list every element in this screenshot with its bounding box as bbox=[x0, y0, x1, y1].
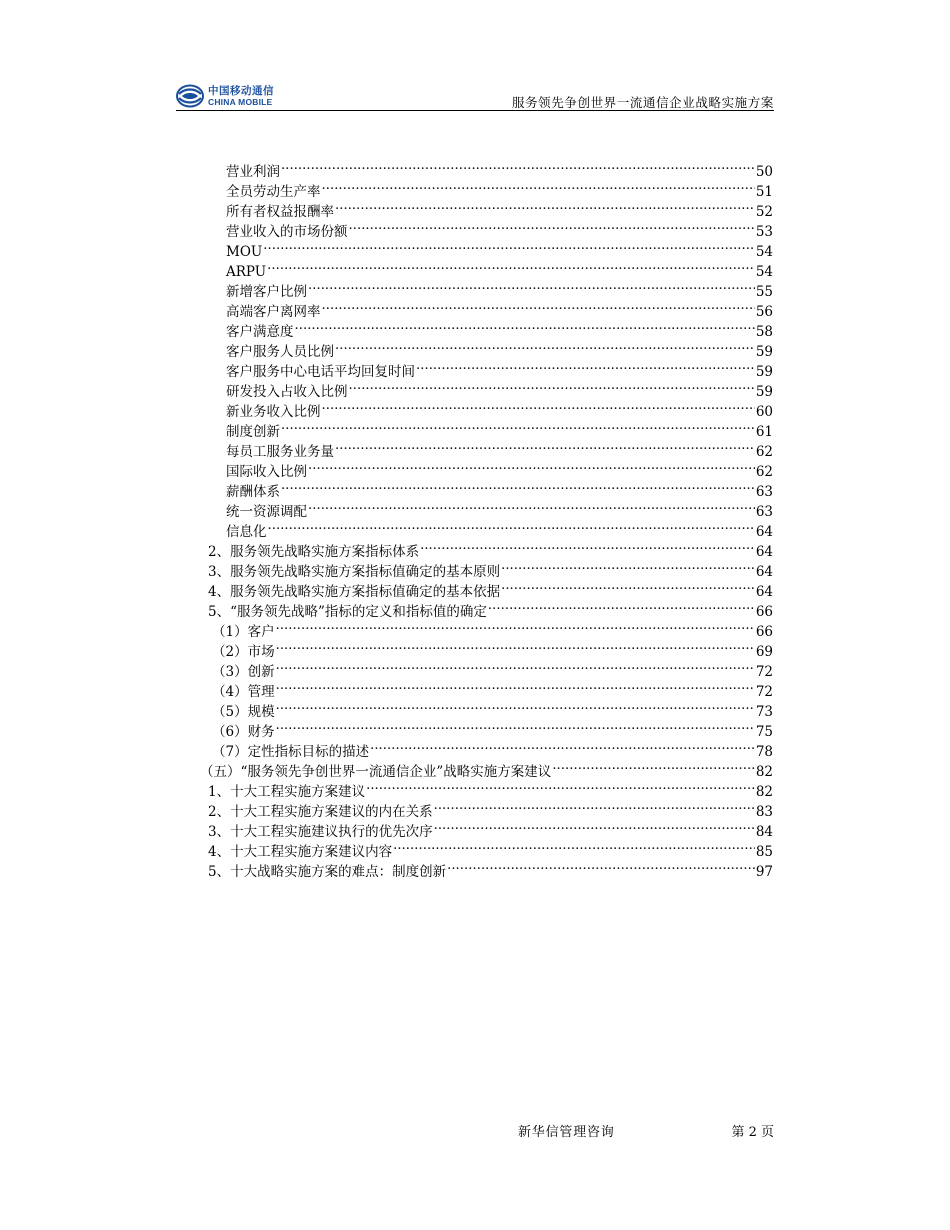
toc-entry-title: （2）市场 bbox=[212, 644, 275, 660]
toc-entry-title: （4）管理 bbox=[212, 684, 275, 700]
toc-entry-page: 78 bbox=[755, 744, 773, 760]
toc-entry-page: 83 bbox=[755, 804, 773, 820]
toc-entry[interactable] bbox=[0, 856, 773, 880]
toc-entry[interactable] bbox=[0, 196, 773, 220]
toc-entry-page: 64 bbox=[755, 524, 773, 540]
toc-entry[interactable] bbox=[0, 236, 773, 260]
toc-dot-leader bbox=[276, 676, 755, 696]
toc-entry-page: 61 bbox=[755, 424, 773, 440]
toc-entry-title: 5、十大战略实施方案的难点：制度创新 bbox=[208, 864, 447, 880]
toc-entry-title: 新增客户比例 bbox=[226, 284, 307, 300]
toc-entry-page: 59 bbox=[755, 364, 773, 380]
toc-entry[interactable] bbox=[0, 396, 773, 420]
toc-entry-title: 3、十大工程实施建议执行的优先次序 bbox=[208, 824, 433, 840]
toc-entry-title: 3、服务领先战略实施方案指标值确定的基本原则 bbox=[208, 564, 501, 580]
toc-entry[interactable] bbox=[0, 376, 773, 400]
toc-entry-page: 66 bbox=[755, 624, 773, 640]
toc-entry[interactable] bbox=[0, 696, 773, 720]
toc-entry-page: 63 bbox=[755, 504, 773, 520]
toc-entry-title: 营业利润 bbox=[226, 164, 280, 180]
toc-dot-leader bbox=[281, 476, 755, 496]
toc-entry[interactable] bbox=[0, 536, 773, 560]
toc-entry-page: 58 bbox=[755, 324, 773, 340]
toc-entry[interactable] bbox=[0, 416, 773, 440]
toc-entry-page: 85 bbox=[755, 844, 773, 860]
toc-entry-page: 59 bbox=[755, 384, 773, 400]
toc-dot-leader bbox=[335, 436, 755, 456]
toc-dot-leader bbox=[281, 416, 755, 436]
toc-entry-page: 51 bbox=[755, 184, 773, 200]
china-mobile-logo-icon bbox=[176, 84, 204, 108]
toc-entry[interactable] bbox=[0, 556, 773, 580]
toc-entry-title: 2、十大工程实施方案建议的内在关系 bbox=[208, 804, 433, 820]
toc-dot-leader bbox=[276, 716, 755, 736]
toc-entry-page: 73 bbox=[755, 704, 773, 720]
page-number: 第 2 页 bbox=[731, 1125, 774, 1140]
toc-entry-page: 64 bbox=[755, 584, 773, 600]
toc-entry[interactable] bbox=[0, 736, 773, 760]
toc-entry-title: （3）创新 bbox=[212, 664, 275, 680]
toc-entry-page: 62 bbox=[755, 444, 773, 460]
toc-dot-leader bbox=[420, 536, 755, 556]
toc-entry-title: 研发投入占收入比例 bbox=[226, 384, 348, 400]
toc-dot-leader bbox=[308, 496, 755, 516]
toc-dot-leader bbox=[349, 216, 755, 236]
toc-entry-page: 64 bbox=[755, 544, 773, 560]
toc-dot-leader bbox=[501, 576, 755, 596]
toc-dot-leader bbox=[322, 176, 755, 196]
toc-entry-title: 制度创新 bbox=[226, 424, 280, 440]
toc-entry-title: （五）“服务领先争创世界一流通信企业”战略实施方案建议 bbox=[200, 764, 552, 780]
toc-dot-leader bbox=[276, 656, 755, 676]
toc-entry-title: 5、“服务领先战略”指标的定义和指标值的确定 bbox=[208, 604, 487, 620]
toc-dot-leader bbox=[393, 836, 755, 856]
china-mobile-logo bbox=[176, 83, 274, 109]
toc-dot-leader bbox=[276, 636, 755, 656]
toc-entry[interactable] bbox=[0, 816, 773, 840]
toc-entry-page: 97 bbox=[755, 864, 773, 880]
toc-entry-page: 54 bbox=[755, 264, 773, 280]
toc-dot-leader bbox=[552, 756, 755, 776]
toc-entry-page: 72 bbox=[755, 684, 773, 700]
toc-entry[interactable] bbox=[0, 596, 773, 620]
toc-dot-leader bbox=[308, 276, 755, 296]
toc-entry-title: 新业务收入比例 bbox=[226, 404, 321, 420]
toc-entry-page: 69 bbox=[755, 644, 773, 660]
toc-dot-leader bbox=[276, 616, 755, 636]
toc-entry-page: 84 bbox=[755, 824, 773, 840]
toc-entry-page: 56 bbox=[755, 304, 773, 320]
toc-entry-page: 63 bbox=[755, 484, 773, 500]
page-header bbox=[176, 80, 774, 110]
toc-entry[interactable] bbox=[0, 176, 773, 200]
toc-entry-title: 2、服务领先战略实施方案指标体系 bbox=[208, 544, 420, 560]
toc-entry[interactable] bbox=[0, 836, 773, 860]
toc-entry-title: 统一资源调配 bbox=[226, 504, 307, 520]
toc-entry[interactable] bbox=[0, 716, 773, 740]
toc-dot-leader bbox=[295, 316, 755, 336]
toc-entry[interactable] bbox=[0, 296, 773, 320]
toc-entry-title: （6）财务 bbox=[212, 724, 275, 740]
toc-entry-title: 客户满意度 bbox=[226, 324, 294, 340]
toc-entry-page: 59 bbox=[755, 344, 773, 360]
toc-entry[interactable] bbox=[0, 796, 773, 820]
toc-entry[interactable] bbox=[0, 456, 773, 480]
toc-entry-page: 82 bbox=[755, 784, 773, 800]
toc-dot-leader bbox=[366, 776, 755, 796]
toc-entry-title: ARPU bbox=[226, 264, 267, 280]
toc-dot-leader bbox=[268, 516, 755, 536]
toc-entry-title: 客户服务中心电话平均回复时间 bbox=[226, 364, 415, 380]
toc-entry-title: 全员劳动生产率 bbox=[226, 184, 321, 200]
toc-entry-page: 50 bbox=[755, 164, 773, 180]
toc-entry-title: 每员工服务业务量 bbox=[226, 444, 334, 460]
toc-dot-leader bbox=[370, 736, 755, 756]
table-of-contents bbox=[0, 156, 950, 880]
footer-organization: 新华信管理咨询 bbox=[518, 1125, 615, 1140]
toc-dot-leader bbox=[501, 556, 755, 576]
toc-entry[interactable] bbox=[0, 336, 773, 360]
toc-dot-leader bbox=[281, 156, 755, 176]
toc-dot-leader bbox=[434, 816, 755, 836]
toc-entry[interactable] bbox=[0, 516, 773, 540]
toc-entry[interactable] bbox=[0, 216, 773, 240]
toc-entry-title: 高端客户离网率 bbox=[226, 304, 321, 320]
toc-dot-leader bbox=[447, 856, 755, 876]
toc-entry-page: 82 bbox=[755, 764, 773, 780]
logo-chinese-name: 中国移动通信 bbox=[208, 85, 274, 97]
toc-entry-title: 客户服务人员比例 bbox=[226, 344, 334, 360]
toc-entry[interactable] bbox=[0, 356, 773, 380]
toc-dot-leader bbox=[276, 696, 755, 716]
toc-dot-leader bbox=[434, 796, 755, 816]
toc-dot-leader bbox=[322, 296, 755, 316]
toc-entry-page: 55 bbox=[755, 284, 773, 300]
toc-dot-leader bbox=[267, 256, 755, 276]
toc-entry-title: 所有者权益报酬率 bbox=[226, 204, 334, 220]
toc-entry-page: 64 bbox=[755, 564, 773, 580]
toc-entry-title: 1、十大工程实施方案建议 bbox=[208, 784, 366, 800]
toc-dot-leader bbox=[488, 596, 755, 616]
toc-dot-leader bbox=[335, 336, 755, 356]
header-divider bbox=[176, 110, 774, 111]
toc-entry-title: 营业收入的市场份额 bbox=[226, 224, 348, 240]
toc-entry[interactable] bbox=[0, 676, 773, 700]
toc-entry-page: 60 bbox=[755, 404, 773, 420]
toc-entry[interactable] bbox=[0, 156, 773, 180]
toc-entry-page: 62 bbox=[755, 464, 773, 480]
toc-dot-leader bbox=[322, 396, 755, 416]
toc-entry-page: 52 bbox=[755, 204, 773, 220]
toc-entry-title: （1）客户 bbox=[212, 624, 275, 640]
toc-entry[interactable] bbox=[0, 756, 773, 780]
toc-dot-leader bbox=[263, 236, 755, 256]
toc-entry[interactable] bbox=[0, 616, 773, 640]
toc-dot-leader bbox=[308, 456, 755, 476]
toc-entry-title: 薪酬体系 bbox=[226, 484, 280, 500]
toc-entry-title: （5）规模 bbox=[212, 704, 275, 720]
toc-entry[interactable] bbox=[0, 316, 773, 340]
document-title: 服务领先争创世界一流通信企业战略实施方案 bbox=[511, 95, 774, 110]
toc-entry[interactable] bbox=[0, 476, 773, 500]
toc-entry[interactable] bbox=[0, 656, 773, 680]
toc-entry-title: （7）定性指标目标的描述 bbox=[212, 744, 370, 760]
logo-english-name: CHINA MOBILE bbox=[208, 96, 273, 107]
toc-entry-title: 4、十大工程实施方案建议内容 bbox=[208, 844, 393, 860]
page-footer bbox=[176, 1121, 774, 1141]
toc-dot-leader bbox=[349, 376, 755, 396]
toc-entry[interactable] bbox=[0, 256, 773, 280]
logo-text bbox=[208, 86, 274, 106]
toc-entry[interactable] bbox=[0, 436, 773, 460]
toc-entry-title: 4、服务领先战略实施方案指标值确定的基本依据 bbox=[208, 584, 501, 600]
toc-entry[interactable] bbox=[0, 276, 773, 300]
toc-dot-leader bbox=[416, 356, 755, 376]
toc-entry-page: 75 bbox=[755, 724, 773, 740]
toc-entry-title: 信息化 bbox=[226, 524, 267, 540]
toc-entry-page: 66 bbox=[755, 604, 773, 620]
toc-entry-page: 53 bbox=[755, 224, 773, 240]
toc-entry-page: 72 bbox=[755, 664, 773, 680]
toc-entry-page: 54 bbox=[755, 244, 773, 260]
toc-entry[interactable] bbox=[0, 576, 773, 600]
toc-entry[interactable] bbox=[0, 636, 773, 660]
toc-dot-leader bbox=[335, 196, 755, 216]
toc-entry-title: 国际收入比例 bbox=[226, 464, 307, 480]
toc-entry[interactable] bbox=[0, 776, 773, 800]
toc-entry-title: MOU bbox=[226, 244, 263, 260]
toc-entry[interactable] bbox=[0, 496, 773, 520]
